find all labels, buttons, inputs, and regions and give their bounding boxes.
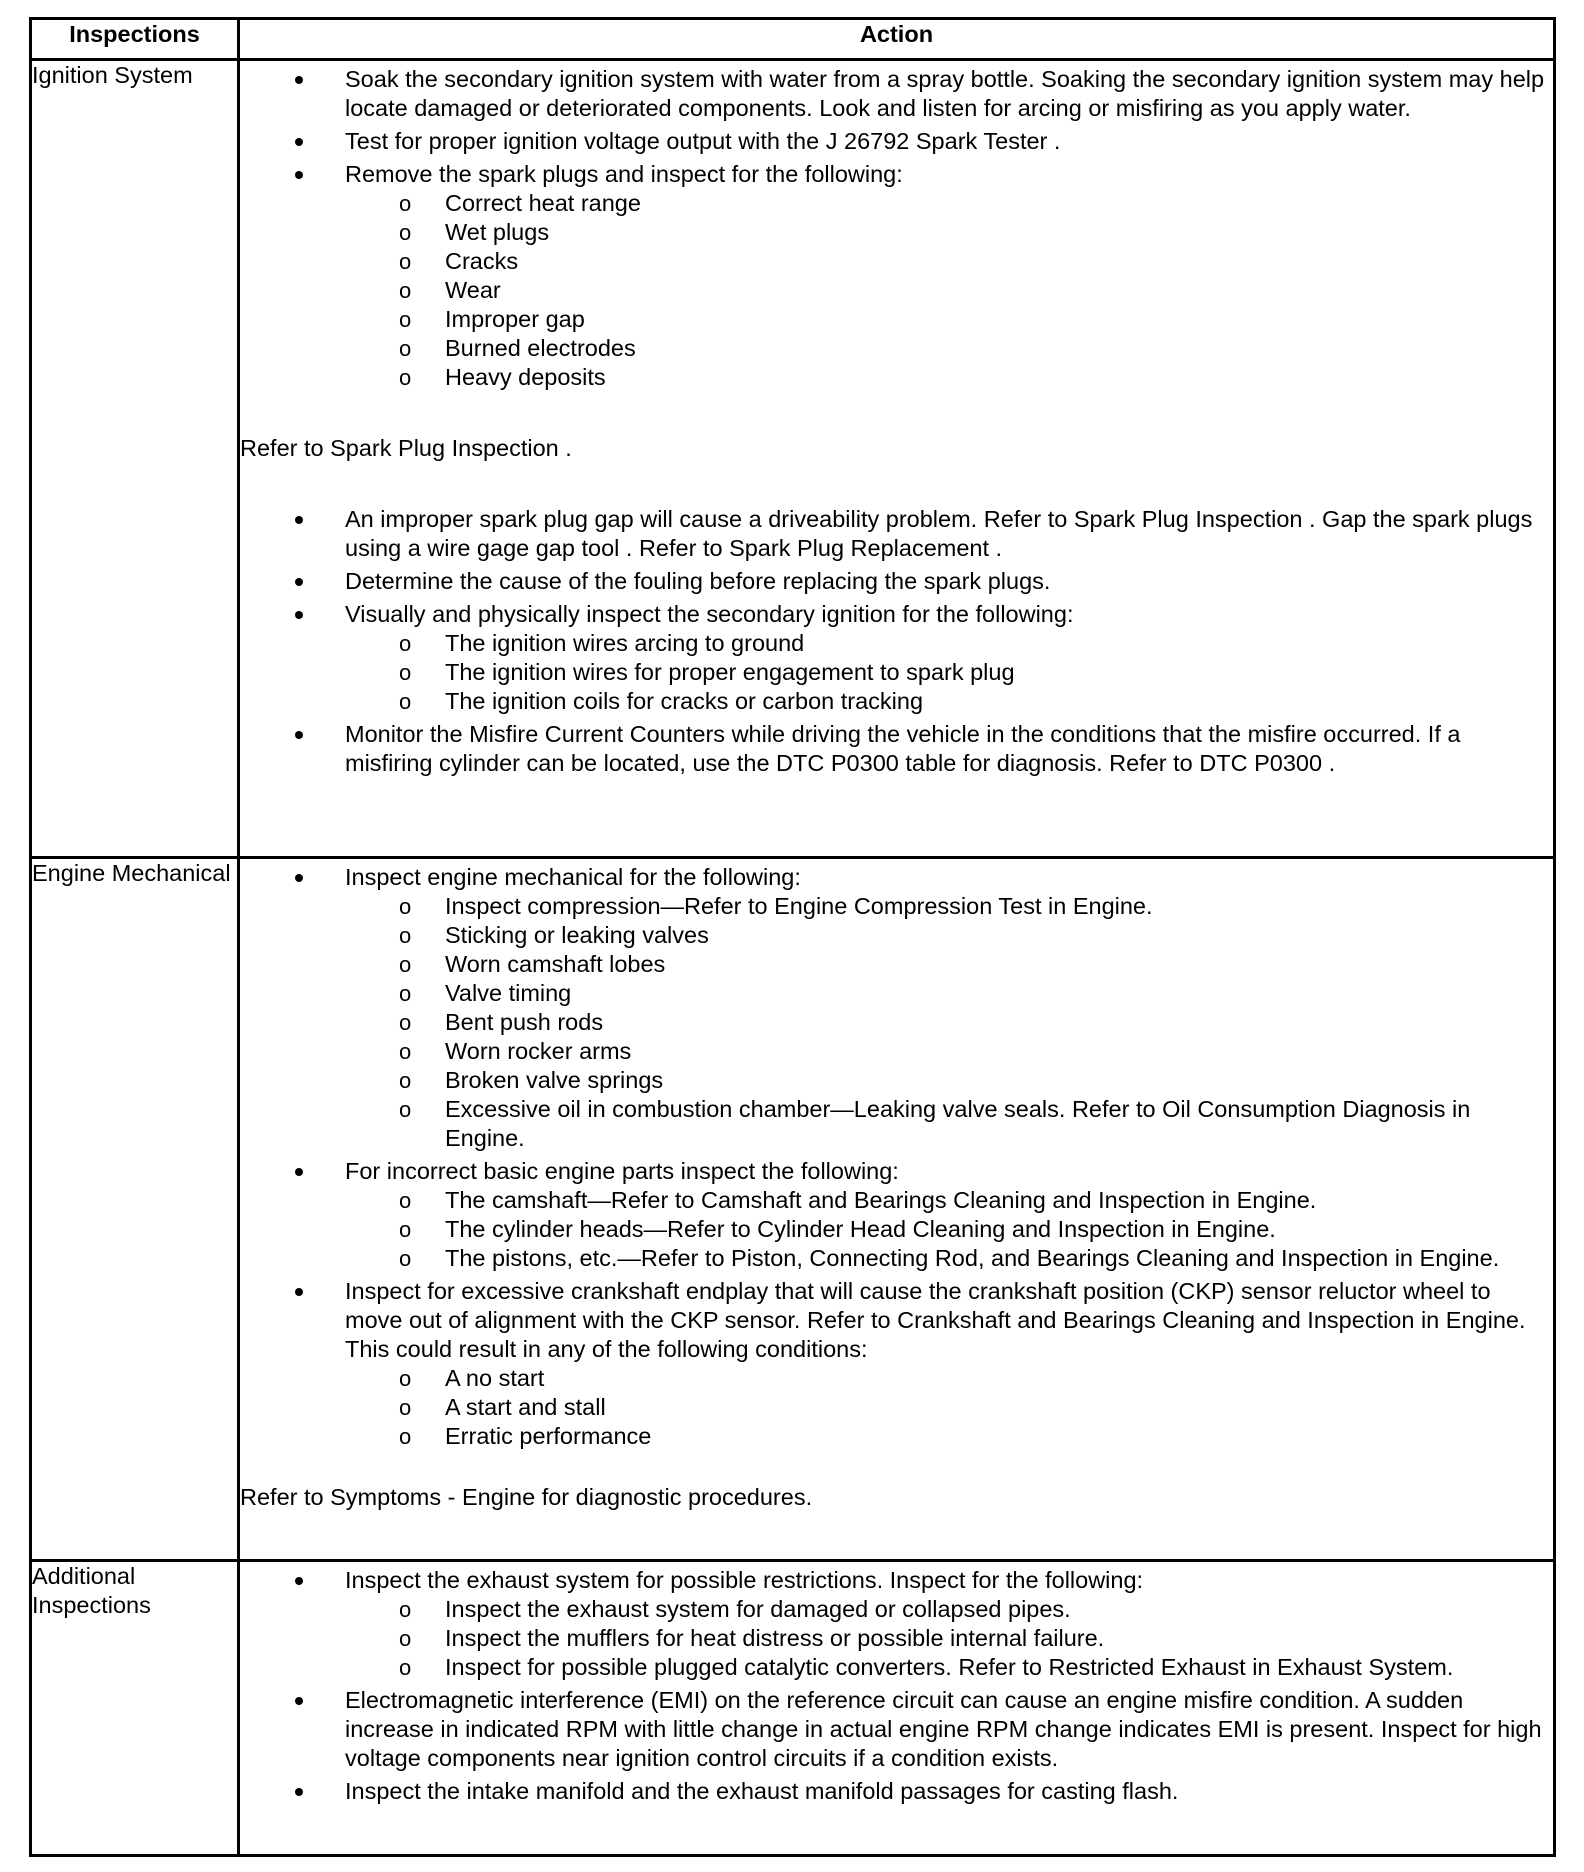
sub-item: o The pistons, etc.—Refer to Piston, Connecting Rod, and Bearings Cleaning and Inspection in Engine. [345,1244,1553,1273]
sub-list [345,892,1553,1153]
reference-note: Refer to Symptoms - Engine for diagnostic procedures. [240,1484,813,1510]
inspection-table [29,17,1556,1857]
bullet-text: Remove the spark plugs and inspect for the following: [345,161,903,187]
bullet-text: Test for proper ignition voltage output with the J 26792 Spark Tester . [345,128,1061,154]
bullet-text: Inspect engine mechanical for the following: [345,864,801,890]
sub-item: o Inspect the exhaust system for damaged or collapsed pipes. [345,1595,1553,1624]
table-row [31,1561,1555,1856]
bullet-text: Soak the secondary ignition system with water from a spray bottle. Soaking the secondary ignition system may help locate damaged or deteriorated components. Look and listen for arcing or misfiring as you apply water. [345,66,1545,121]
sub-item: o Bent push rods [345,1008,1553,1037]
bullet-list [240,65,1553,392]
sub-item: o Excessive oil in combustion chamber—Leaking valve seals. Refer to Oil Consumption Diagnosis in Engine. [345,1095,1553,1153]
bullet-item [240,65,1553,123]
sub-item: o Erratic performance [345,1422,1553,1451]
bullet-item [240,127,1553,156]
bullet-text: Inspect for excessive crankshaft endplay that will cause the crankshaft position (CKP) sensor reluctor wheel to move out of alignment with the CKP sensor. Refer to Crankshaft and Bearings Cleaning and Inspection in Engine. This could result in any of the following conditions: [345,1278,1526,1362]
sub-item: o Worn rocker arms [345,1037,1553,1066]
sub-item: o Sticking or leaking valves [345,921,1553,950]
inspection-label-additional-inspections: Additional Inspections [31,1561,239,1856]
bullet-item [240,1157,1553,1273]
sub-list [345,189,1553,392]
bullet-text: Inspect the intake manifold and the exhaust manifold passages for casting flash. [345,1778,1179,1804]
sub-list [345,1364,1553,1451]
bullet-text: Monitor the Misfire Current Counters while driving the vehicle in the conditions that the misfire occurred. If a misfiring cylinder can be located, use the DTC P0300 table for diagnosis. Refer to DTC P0300 . [345,721,1461,776]
sub-item: o Heavy deposits [345,363,1553,392]
sub-item: o Worn camshaft lobes [345,950,1553,979]
bullet-item [240,505,1553,563]
sub-item: o Cracks [345,247,1553,276]
sub-item: o The ignition wires for proper engagement to spark plug [345,658,1553,687]
bullet-list [240,505,1553,778]
bullet-item [240,1777,1553,1806]
bullet-list [240,863,1553,1451]
sub-item: o The ignition coils for cracks or carbon tracking [345,687,1553,716]
bullet-item [240,160,1553,392]
table-header-row [31,19,1555,60]
action-column-header: Action [239,19,1555,60]
bullet-list [240,1566,1553,1806]
sub-list [345,1595,1553,1682]
sub-item: o The ignition wires arcing to ground [345,629,1553,658]
bullet-text: Visually and physically inspect the secondary ignition for the following: [345,601,1074,627]
sub-item: o The cylinder heads—Refer to Cylinder Head Cleaning and Inspection in Engine. [345,1215,1553,1244]
sub-item: o Improper gap [345,305,1553,334]
sub-item: o The camshaft—Refer to Camshaft and Bearings Cleaning and Inspection in Engine. [345,1186,1553,1215]
bullet-text: An improper spark plug gap will cause a driveability problem. Refer to Spark Plug Inspection . Gap the spark plugs using a wire gage gap tool . Refer to Spark Plug Replacement . [345,506,1533,561]
bullet-item [240,1277,1553,1451]
sub-item: o Inspect compression—Refer to Engine Compression Test in Engine. [345,892,1553,921]
bullet-text: Determine the cause of the fouling before replacing the spark plugs. [345,568,1051,594]
bullet-text: For incorrect basic engine parts inspect the following: [345,1158,899,1184]
sub-item: o Wet plugs [345,218,1553,247]
sub-item: o Wear [345,276,1553,305]
sub-item: o Valve timing [345,979,1553,1008]
bullet-item [240,720,1553,778]
sub-item: o A start and stall [345,1393,1553,1422]
inspections-column-header: Inspections [31,19,239,60]
sub-list [345,1186,1553,1273]
bullet-item [240,600,1553,716]
bullet-item [240,1686,1553,1773]
sub-item: o Broken valve springs [345,1066,1553,1095]
table-row [31,60,1555,858]
table-row [31,858,1555,1561]
reference-note: Refer to Spark Plug Inspection . [240,435,572,461]
sub-item: o Burned electrodes [345,334,1553,363]
action-cell-ignition-system [239,60,1555,858]
sub-list [345,629,1553,716]
sub-item: o Inspect the mufflers for heat distress or possible internal failure. [345,1624,1553,1653]
sub-item: o Inspect for possible plugged catalytic converters. Refer to Restricted Exhaust in Exhaust System. [345,1653,1553,1682]
inspection-label-engine-mechanical: Engine Mechanical [31,858,239,1561]
inspection-label-ignition-system: Ignition System [31,60,239,858]
bullet-item [240,1566,1553,1682]
bullet-text: Inspect the exhaust system for possible restrictions. Inspect for the following: [345,1567,1144,1593]
bullet-item [240,567,1553,596]
sub-item: o A no start [345,1364,1553,1393]
bullet-item [240,863,1553,1153]
sub-item: o Correct heat range [345,189,1553,218]
bullet-text: Electromagnetic interference (EMI) on the reference circuit can cause an engine misfire condition. A sudden increase in indicated RPM with little change in actual engine RPM change indicates EMI is present. Inspect for high voltage components near ignition control circuits if a condition exists. [345,1687,1542,1771]
action-cell-additional-inspections [239,1561,1555,1856]
action-cell-engine-mechanical [239,858,1555,1561]
